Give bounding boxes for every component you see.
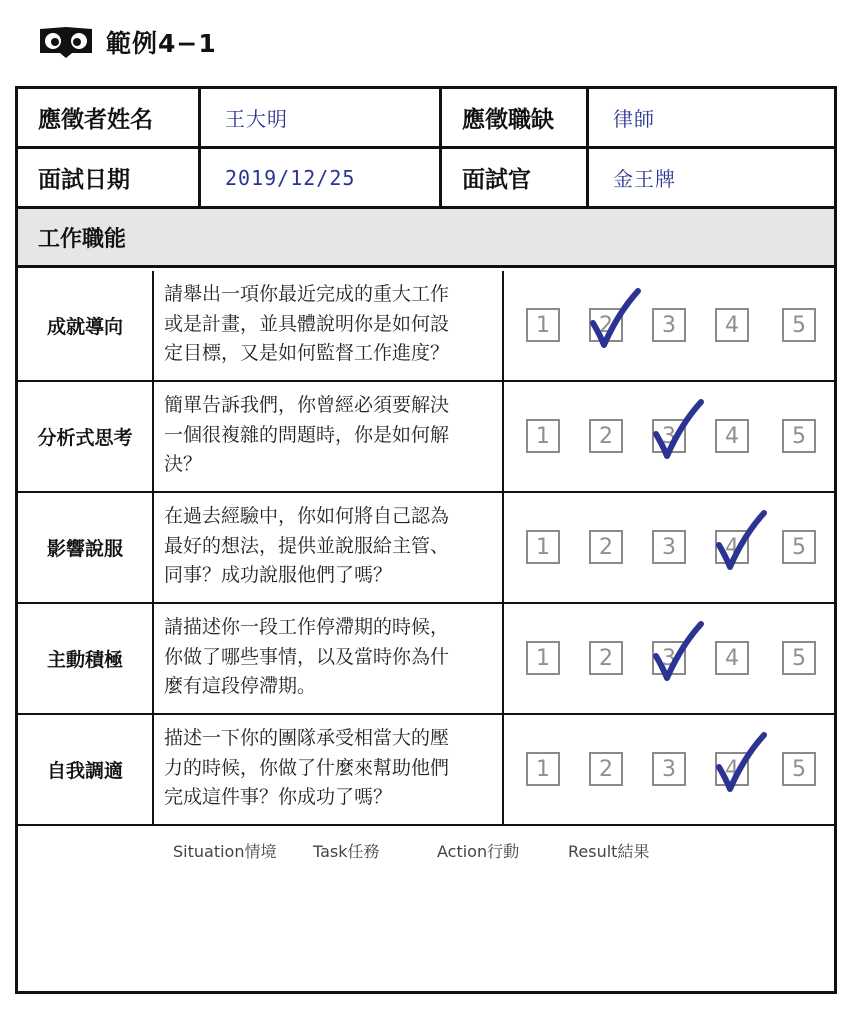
- skill-question-line: 在過去經驗中，你如何將自己認為: [164, 505, 450, 527]
- owl-eyes-icon: [38, 25, 94, 59]
- rating-box-2[interactable]: 2: [589, 419, 623, 453]
- rating-scale: [504, 271, 834, 380]
- info-row-1: [18, 89, 834, 149]
- rating-box-1[interactable]: 1: [526, 419, 560, 453]
- rating-box-1[interactable]: 1: [526, 530, 560, 564]
- rating-box-5[interactable]: 5: [782, 530, 816, 564]
- skill-question-line: 簡單告訴我們，你曾經必須要解決: [164, 394, 450, 416]
- rating-box-2[interactable]: 2: [589, 530, 623, 564]
- skill-question-line: 定目標，又是如何監督工作進度？: [164, 342, 450, 364]
- skill-question-line: 同事？成功說服他們了嗎？: [164, 564, 393, 586]
- rating-box-5[interactable]: 5: [782, 752, 816, 786]
- skill-name: 影響說服: [18, 493, 154, 602]
- rating-scale: [504, 382, 834, 491]
- rating-box-4[interactable]: 4: [715, 308, 749, 342]
- skill-question: [154, 382, 504, 491]
- skill-row: [18, 271, 834, 382]
- rating-box-1[interactable]: 1: [526, 308, 560, 342]
- star-action: Action行動: [437, 842, 520, 861]
- interview-form: [15, 86, 837, 994]
- rating-scale: [504, 604, 834, 713]
- skill-question-line: 描述一下你的團隊承受相當大的壓: [164, 727, 450, 749]
- rating-box-1[interactable]: 1: [526, 752, 560, 786]
- applicant-name-field[interactable]: 王大明: [225, 107, 288, 131]
- rating-box-3[interactable]: 3: [652, 641, 686, 675]
- rating-box-5[interactable]: 5: [782, 419, 816, 453]
- rating-box-3[interactable]: 3: [652, 308, 686, 342]
- info-row-2: [18, 149, 834, 209]
- applicant-name-label: 應徵者姓名: [38, 107, 153, 133]
- rating-scale: [504, 493, 834, 602]
- rating-box-4[interactable]: 4: [715, 419, 749, 453]
- skill-question: [154, 271, 504, 380]
- star-situation: Situation情境: [173, 842, 277, 861]
- rating-scale: [504, 715, 834, 824]
- skill-name: 主動積極: [18, 604, 154, 713]
- rating-box-2[interactable]: 2: [589, 308, 623, 342]
- example-header: [38, 24, 217, 60]
- rating-box-3[interactable]: 3: [652, 419, 686, 453]
- interview-date-label: 面試日期: [38, 167, 130, 193]
- star-method-row: [18, 839, 834, 869]
- section-header: [18, 209, 834, 268]
- skill-question-line: 決？: [164, 453, 203, 475]
- skill-question-line: 力的時候，你做了什麼來幫助他們: [164, 756, 450, 779]
- position-field[interactable]: 律師: [613, 107, 655, 131]
- rating-box-4[interactable]: 4: [715, 530, 749, 564]
- skill-question-line: 請舉出一項你最近完成的重大工作: [164, 283, 450, 305]
- rating-box-2[interactable]: 2: [589, 641, 623, 675]
- position-label: 應徵職缺: [462, 107, 554, 133]
- skill-question-line: 完成這件事？你成功了嗎？: [164, 786, 393, 808]
- skill-row: [18, 382, 834, 493]
- skill-question-line: 麼有這段停滯期。: [164, 675, 317, 697]
- rating-box-5[interactable]: 5: [782, 308, 816, 342]
- rating-box-1[interactable]: 1: [526, 641, 560, 675]
- skill-question: [154, 604, 504, 713]
- section-title: 工作職能: [38, 226, 127, 252]
- skill-name: 分析式思考: [18, 382, 154, 491]
- interviewer-label: 面試官: [462, 167, 531, 193]
- skill-row: [18, 493, 834, 604]
- star-task: Task任務: [313, 842, 380, 861]
- skill-question-line: 最好的想法，提供並說服給主管、: [164, 534, 450, 557]
- skill-question-line: 你做了哪些事情，以及當時你為什: [164, 645, 450, 668]
- example-title: 範例4−1: [106, 29, 217, 58]
- interview-date-field[interactable]: 2019/12/25: [225, 165, 356, 190]
- rating-box-3[interactable]: 3: [652, 530, 686, 564]
- rating-box-4[interactable]: 4: [715, 752, 749, 786]
- skill-name: 自我調適: [18, 715, 154, 824]
- skill-name: 成就導向: [18, 271, 154, 380]
- rating-box-4[interactable]: 4: [715, 641, 749, 675]
- skill-question: [154, 715, 504, 824]
- rating-box-5[interactable]: 5: [782, 641, 816, 675]
- skill-question-line: 或是計畫，並具體說明你是如何設: [164, 312, 450, 335]
- rating-box-2[interactable]: 2: [589, 752, 623, 786]
- skill-question-line: 一個很複雜的問題時，你是如何解: [164, 423, 450, 446]
- star-result: Result結果: [568, 842, 650, 861]
- skill-question-line: 請描述你一段工作停滯期的時候，: [164, 616, 450, 638]
- skill-row: [18, 715, 834, 826]
- interviewer-field[interactable]: 金王牌: [613, 167, 676, 191]
- rating-box-3[interactable]: 3: [652, 752, 686, 786]
- skill-question: [154, 493, 504, 602]
- skill-row: [18, 604, 834, 715]
